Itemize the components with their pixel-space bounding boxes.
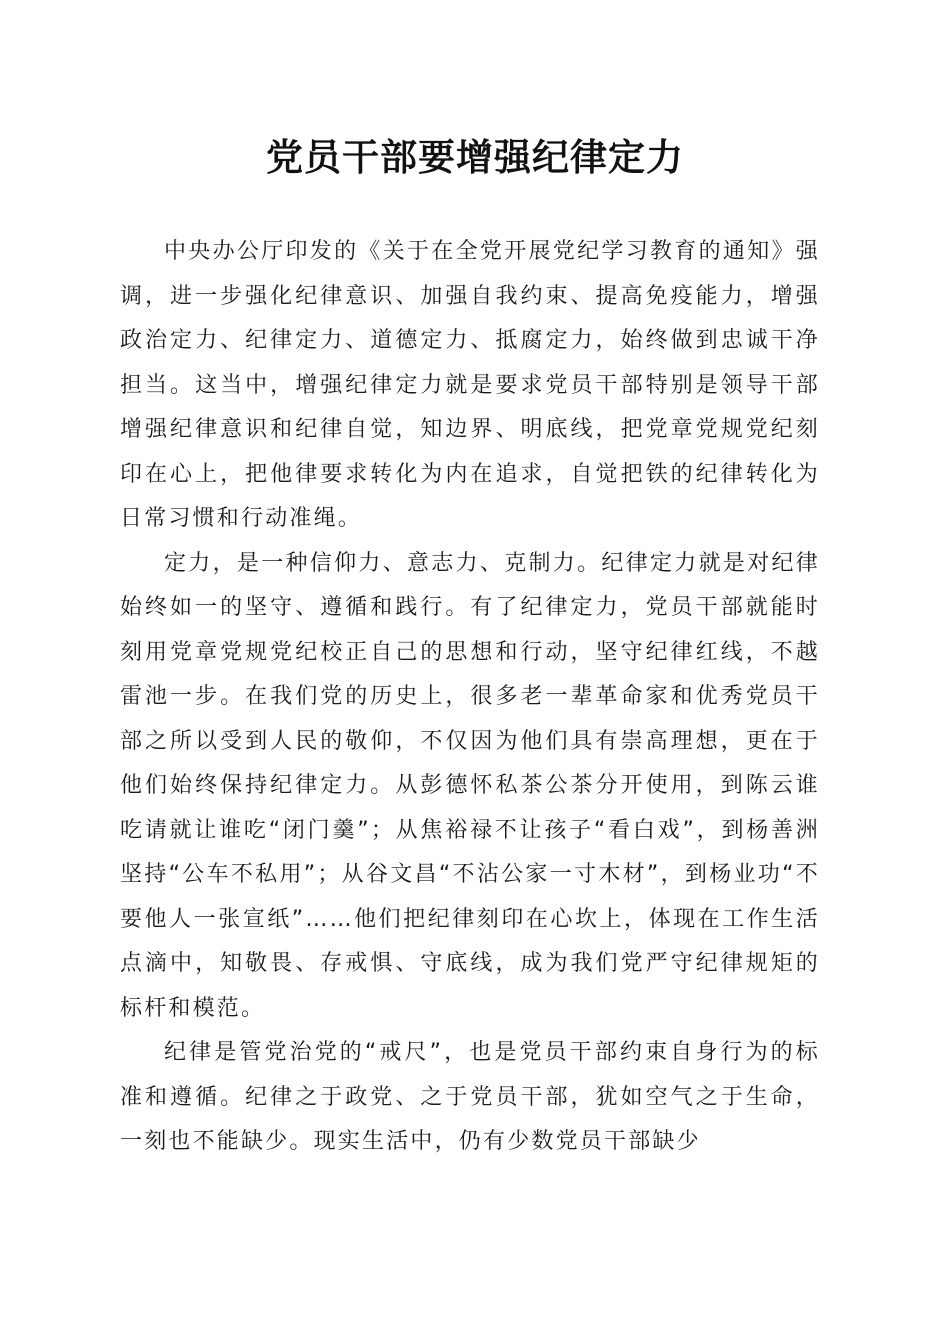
paragraph-2: 定力，是一种信仰力、意志力、克制力。纪律定力就是对纪律始终如一的坚守、遵循和践行。有了纪律定力，党员干部就能时刻用党章党规党纪校正自己的思想和行动，坚守纪律红线，不越雷池一步。在我们党的历史上，很多老一辈革命家和优秀党员干部之所以受到人民的敬仰，不仅因为他们具有崇高理想，更在于他们始终保持纪律定力。从彭德怀私茶公茶分开使用，到陈云谁吃请就让谁吃“闭门羹”；从焦裕禄不让孩子“看白戏”，到杨善洲坚持“公车不私用”；从谷文昌“不沾公家一寸木材”，到杨业功“不要他人一张宣纸”……他们把纪律刻印在心坎上，体现在工作生活点滴中，知敬畏、存戒惧、守底线，成为我们党严守纪律规矩的标杆和模范。: [120, 550, 820, 1021]
document-title: 党员干部要增强纪律定力: [266, 135, 684, 179]
paragraph-3: 纪律是管党治党的“戒尺”，也是党员干部约束自身行为的标准和遵循。纪律之于政党、之于党员干部，犹如空气之于生命，一刻也不能缺少。现实生活中，仍有少数党员干部缺少: [120, 1040, 820, 1154]
document-body: [120, 230, 820, 1165]
paragraph-1: 中央办公厅印发的《关于在全党开展党纪学习教育的通知》强调，进一步强化纪律意识、加强自我约束、提高免疫能力，增强政治定力、纪律定力、道德定力、抵腐定力，始终做到忠诚干净担当。这当中，增强纪律定力就是要求党员干部特别是领导干部增强纪律意识和纪律自觉，知边界、明底线，把党章党规党纪刻印在心上，把他律要求转化为内在追求，自觉把铁的纪律转化为日常习惯和行动准绳。: [120, 239, 820, 531]
